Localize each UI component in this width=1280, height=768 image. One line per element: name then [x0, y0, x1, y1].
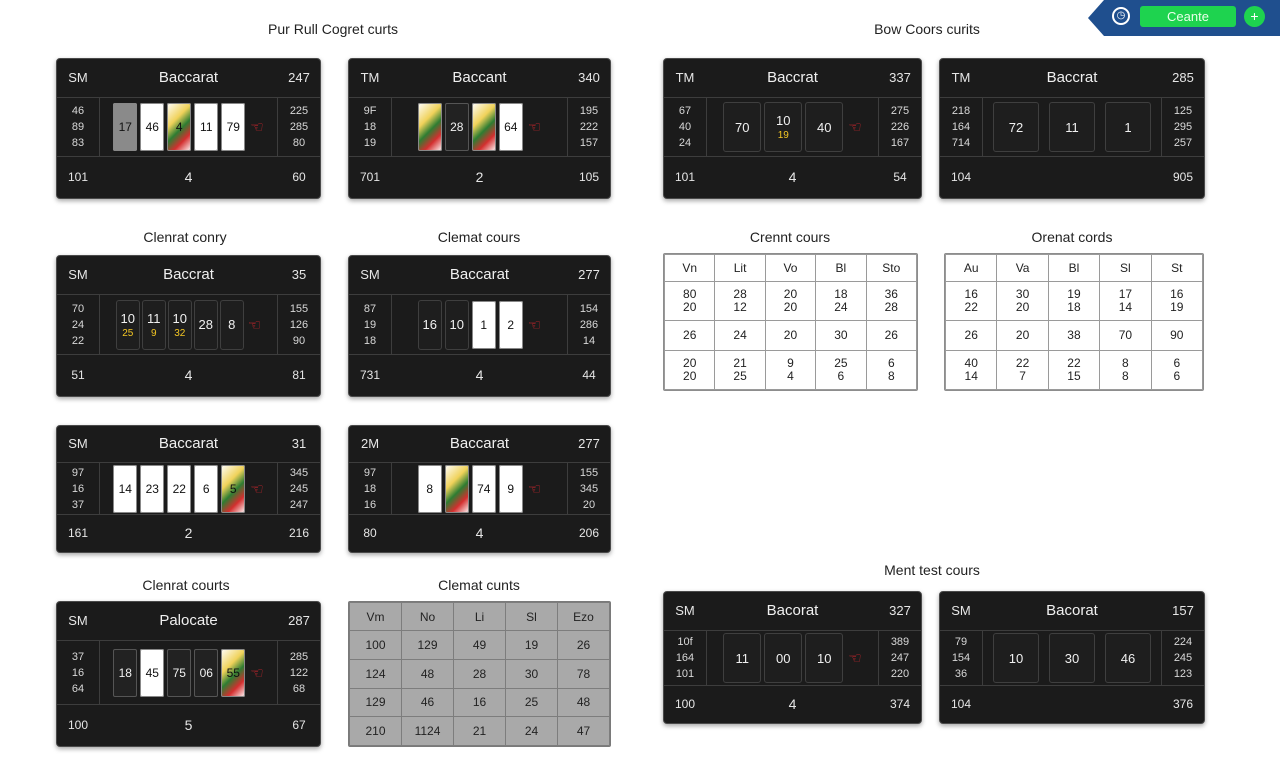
table-cell: 100 [350, 631, 402, 660]
column-header: Sl [1100, 255, 1151, 282]
panel-footer: 731 4 44 [349, 354, 610, 396]
table-cell: 16 19 [1151, 282, 1202, 321]
column-header: Bl [1048, 255, 1099, 282]
table-cell: 9 4 [765, 351, 815, 390]
section-title-1: Pur Rull Cogret curts [268, 21, 398, 37]
playing-card: 5 [221, 465, 245, 513]
panel-footer: 104 376 [940, 685, 1204, 723]
card-row [401, 98, 558, 156]
card-row [401, 295, 558, 354]
game-panel-9[interactable] [56, 601, 321, 747]
game-name: Baccarat [158, 69, 219, 86]
panel-header: TM Baccrat 337 [664, 59, 921, 98]
table-cell: 18 24 [816, 282, 866, 321]
score-tile: 72 [993, 102, 1039, 152]
plus-icon[interactable]: + [1244, 6, 1265, 27]
panel-body: 37 16 64 18 45 75 06 55 ☜ 285 122 68 [57, 641, 320, 704]
score-tile: 11 [723, 633, 761, 683]
create-button[interactable]: Ceante [1140, 6, 1236, 27]
panel-footer: 80 4 206 [349, 514, 610, 552]
table-cell: 49 [454, 631, 506, 660]
table-cell: 26 [946, 320, 997, 350]
playing-card: 46 [140, 103, 164, 151]
table-cell: 30 20 [997, 282, 1048, 321]
panel-header: TM Baccant 340 [349, 59, 610, 98]
panel-header: SM Bacorat 327 [664, 592, 921, 631]
table-cell: 21 25 [715, 351, 765, 390]
stats-table-2 [944, 253, 1204, 391]
playing-card: 14 [113, 465, 137, 513]
panel-footer: 161 2 216 [57, 514, 320, 552]
table-cell: 28 12 [715, 282, 765, 321]
table-cell: 26 [558, 631, 610, 660]
section-title-4: Clemat cours [437, 229, 521, 245]
playing-card: 64 [499, 103, 523, 151]
table-cell: 21 [454, 717, 506, 746]
table-cell: 20 20 [665, 351, 715, 390]
table-cell: 36 28 [866, 282, 916, 321]
section-title-5: Crennt cours [749, 229, 831, 245]
stats-table-3 [348, 601, 611, 747]
column-header: St [1151, 255, 1202, 282]
table-cell: 19 18 [1048, 282, 1099, 321]
game-panel-2[interactable] [348, 58, 611, 199]
panel-footer: 104 905 [940, 156, 1204, 198]
score-tile: 16 [418, 300, 442, 350]
score-tile: 46 [1105, 633, 1151, 683]
score-tile: 1 [1105, 102, 1151, 152]
score-tile: 40 [805, 102, 843, 152]
game-panel-11[interactable] [939, 591, 1205, 724]
hand-icon: ☜ [848, 650, 862, 667]
score-tile: 28 [194, 300, 218, 350]
table-cell: 124 [350, 659, 402, 688]
table-cell: 20 [765, 320, 815, 350]
table-cell: 16 [454, 688, 506, 717]
table-cell: 80 20 [665, 282, 715, 321]
table-cell: 40 14 [946, 351, 997, 390]
table-cell: 28 [454, 659, 506, 688]
column-header: Lit [715, 255, 765, 282]
score-tile: 70 [723, 102, 761, 152]
score-tile: 30 [1049, 633, 1095, 683]
top-action-bar [1088, 0, 1280, 36]
clock-icon[interactable]: ◷ [1112, 7, 1130, 25]
tile-row [992, 98, 1152, 156]
tile-row [109, 295, 268, 354]
panel-body [57, 98, 320, 156]
table-cell: 30 [816, 320, 866, 350]
table-code: SM [68, 70, 88, 85]
panel-header: SM Baccrat 35 [57, 256, 320, 295]
column-header: Va [997, 255, 1048, 282]
playing-card: 1 [472, 301, 496, 349]
section-title-2: Bow Coors curits [874, 21, 980, 37]
hand-icon: ☜ [250, 664, 264, 682]
game-panel-7[interactable] [56, 425, 321, 553]
playing-card: 18 [113, 649, 137, 697]
score-tile: 10 [993, 633, 1039, 683]
game-panel-4[interactable] [939, 58, 1205, 199]
panel-header: SM Bacorat 157 [940, 592, 1204, 631]
panel-footer: 100 5 67 [57, 704, 320, 746]
table-cell: 48 [558, 688, 610, 717]
card-row [109, 641, 268, 704]
table-cell: 20 [997, 320, 1048, 350]
panel-body: 97 16 37 14 23 22 6 5 ☜ 345 245 247 [57, 463, 320, 514]
hand-icon: ☜ [527, 119, 542, 136]
table-cell: 19 [506, 631, 558, 660]
game-panel-8[interactable] [348, 425, 611, 553]
score-tile: 10 [805, 633, 843, 683]
table-cell: 22 15 [1048, 351, 1099, 390]
table-cell: 46 [402, 688, 454, 717]
column-header: Vm [350, 603, 402, 631]
score-tile: 00 [764, 633, 802, 683]
table-cell: 16 22 [946, 282, 997, 321]
right-stats: 225 285 80 [289, 105, 309, 149]
panel-footer: 101 4 54 [664, 156, 921, 198]
panel-body: 70 24 22 10 25 11 9 10 32 28 8 ☜ 155 126 90 [57, 295, 320, 354]
column-header: Vn [665, 255, 715, 282]
hand-icon: ☜ [527, 480, 542, 498]
score-tile: 10 32 [168, 300, 192, 350]
column-header: Au [946, 255, 997, 282]
panel-header: TM Baccrat 285 [940, 59, 1204, 98]
table-cell: 210 [350, 717, 402, 746]
column-header: Ezo [558, 603, 610, 631]
panel-header: SM Palocate 287 [57, 602, 320, 641]
stats-table-1 [663, 253, 918, 391]
section-title-8: Clemat cunts [438, 577, 520, 593]
playing-card [418, 103, 442, 151]
panel-body: 79 154 36 10 30 46 224 245 123 [940, 631, 1204, 685]
column-header: Sto [866, 255, 916, 282]
score-tile: 10 [445, 300, 469, 350]
table-cell: 90 [1151, 320, 1202, 350]
section-title-3: Clenrat conry [143, 229, 227, 245]
card-row [109, 463, 268, 514]
panel-header: SM Baccarat 31 [57, 426, 320, 463]
table-cell: 24 [506, 717, 558, 746]
card-row [401, 463, 558, 514]
table-cell: 6 6 [1151, 351, 1202, 390]
playing-card: 2 [499, 301, 523, 349]
table-cell: 25 6 [816, 351, 866, 390]
score-tile: 11 9 [142, 300, 166, 350]
table-cell: 129 [402, 631, 454, 660]
game-panel-1[interactable] [56, 58, 321, 199]
table-cell: 30 [506, 659, 558, 688]
game-panel-10[interactable] [663, 591, 922, 724]
section-title-9: Ment test cours [884, 562, 980, 578]
tile-row [992, 631, 1152, 685]
table-cell: 22 7 [997, 351, 1048, 390]
playing-card: 17 [113, 103, 137, 151]
playing-card: 06 [194, 649, 218, 697]
table-cell: 26 [866, 320, 916, 350]
playing-card: 11 [194, 103, 218, 151]
panel-footer: 51 4 81 [57, 354, 320, 396]
card-row [109, 98, 268, 156]
playing-card [445, 465, 469, 513]
column-header: Li [454, 603, 506, 631]
playing-card: 6 [194, 465, 218, 513]
panel-body: 9F 18 19 28 64 ☜ 195 222 157 [349, 98, 610, 156]
score-tile: 8 [220, 300, 244, 350]
game-panel-5[interactable] [56, 255, 321, 397]
playing-card: 45 [140, 649, 164, 697]
game-panel-6[interactable] [348, 255, 611, 397]
tile-row [716, 98, 869, 156]
panel-body: 67 40 24 70 10 19 40 ☜ 275 226 167 [664, 98, 921, 156]
playing-card: 8 [418, 465, 442, 513]
panel-body: 218 164 714 72 11 1 125 295 257 [940, 98, 1204, 156]
panel-footer: 101 4 60 [57, 156, 320, 198]
table-cell: 38 [1048, 320, 1099, 350]
tile-row [716, 631, 869, 685]
table-cell: 17 14 [1100, 282, 1151, 321]
section-title-7: Clenrat courts [142, 577, 230, 593]
table-cell: 129 [350, 688, 402, 717]
panel-footer: 701 2 105 [349, 156, 610, 198]
panel-header: 2M Baccarat 277 [349, 426, 610, 463]
panel-header [57, 59, 320, 98]
score-tile: 10 25 [116, 300, 140, 350]
table-cell: 26 [665, 320, 715, 350]
playing-card: 9 [499, 465, 523, 513]
hand-icon: ☜ [848, 119, 862, 136]
table-cell: 24 [715, 320, 765, 350]
panel-body: 87 19 18 16 10 1 2 ☜ 154 286 14 [349, 295, 610, 354]
hand-icon: ☜ [527, 316, 542, 334]
table-cell: 48 [402, 659, 454, 688]
panel-header: SM Baccarat 277 [349, 256, 610, 295]
table-cell: 78 [558, 659, 610, 688]
hand-icon: ☜ [247, 316, 262, 334]
playing-card: 75 [167, 649, 191, 697]
playing-card [472, 103, 496, 151]
playing-card: 28 [445, 103, 469, 151]
column-header: Vo [765, 255, 815, 282]
score-tile: 11 [1049, 102, 1095, 152]
playing-card: 4 [167, 103, 191, 151]
playing-card: 74 [472, 465, 496, 513]
hand-icon: ☜ [250, 480, 264, 498]
left-stats: 46 89 83 [71, 105, 85, 149]
table-cell: 25 [506, 688, 558, 717]
table-cell: 6 8 [866, 351, 916, 390]
playing-card: 22 [167, 465, 191, 513]
table-number: 247 [288, 70, 310, 85]
playing-card: 23 [140, 465, 164, 513]
table-cell: 20 20 [765, 282, 815, 321]
column-header: Bl [816, 255, 866, 282]
panel-body: 10f 164 101 11 00 10 ☜ 389 247 220 [664, 631, 921, 685]
panel-body: 97 18 16 8 74 9 ☜ 155 345 20 [349, 463, 610, 514]
table-cell: 70 [1100, 320, 1151, 350]
column-header: Sl [506, 603, 558, 631]
column-header: No [402, 603, 454, 631]
table-cell: 1124 [402, 717, 454, 746]
table-cell: 47 [558, 717, 610, 746]
playing-card: 79 [221, 103, 245, 151]
hand-icon: ☜ [250, 119, 264, 136]
playing-card: 55 [221, 649, 245, 697]
section-title-6: Orenat cords [1031, 229, 1113, 245]
game-panel-3[interactable] [663, 58, 922, 199]
panel-footer: 100 4 374 [664, 685, 921, 723]
table-cell: 8 8 [1100, 351, 1151, 390]
score-tile: 10 19 [764, 102, 802, 152]
